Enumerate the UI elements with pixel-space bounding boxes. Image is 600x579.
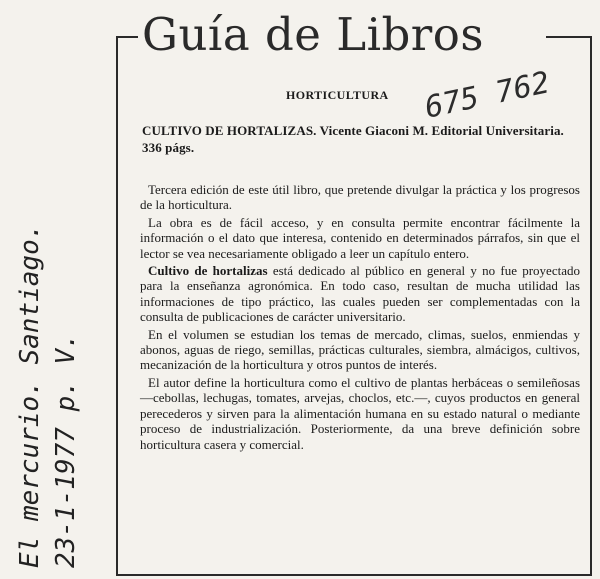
paragraph-4 bbox=[140, 327, 580, 373]
paragraph-text: El autor define la horticultura como el cultivo de plantas herbáceas o semileñosas —cebollas, lechugas, tomates, arvejas, choclos, etc.—, cuyos productos en general perecederos y sirven para la alimentación humana en su estado natural o mediante proceso de industrialización. Posteriormente, da una breve definición sobre horticultura casera y comercial. bbox=[140, 374, 580, 452]
paragraph-3 bbox=[140, 263, 580, 325]
paragraph-2 bbox=[140, 215, 580, 261]
paragraph-5 bbox=[140, 375, 580, 452]
margin-note-line-2: 23-1-1977 p. V. bbox=[51, 333, 81, 568]
handwritten-margin-note bbox=[14, 223, 81, 568]
page-title: Guía de Libros bbox=[142, 8, 484, 61]
paragraph-text: está dedicado al público en general y no fue proyectado para la enseñanza agronómica. En todo caso, resultan de mucha utilidad las informaciones de tipo práctico, las cuales pueden ser complementadas con la consulta de publicaciones de carácter universitario. bbox=[140, 263, 580, 325]
title-rule-right bbox=[546, 36, 590, 38]
paragraph-1 bbox=[140, 182, 580, 213]
book-reference: CULTIVO DE HORTALIZAS. Vicente Giaconi M. Editorial Universitaria. 336 págs. bbox=[142, 123, 564, 155]
section-heading: HORTICULTURA bbox=[286, 88, 389, 102]
masthead bbox=[116, 4, 596, 68]
handwritten-code: 675 762 bbox=[421, 65, 553, 126]
paragraph-text: La obra es de fácil acceso, y en consulta permite encontrar fácilmente la información o el dato que interesa, contenido en determinados párrafos, sin que el lector se vea necesariamente obligado a leer un capítulo entero. bbox=[140, 214, 580, 261]
paragraph-lead: Cultivo de hortalizas bbox=[148, 263, 268, 279]
paragraph-text: En el volumen se estudian los temas de mercado, climas, suelos, enmiendas y abonos, aguas de riego, semillas, prácticas culturales, siembra, almácigos, cultivos, mecanización de la horticultura y otros puntos de interés. bbox=[140, 326, 580, 373]
margin-note-line-1: El mercurio. Santiago. bbox=[15, 223, 45, 568]
article-body bbox=[140, 182, 580, 454]
paragraph-text: Tercera edición de este útil libro, que pretende divulgar la práctica y los progresos de la horticultura. bbox=[140, 182, 580, 213]
title-rule-left bbox=[116, 36, 138, 38]
